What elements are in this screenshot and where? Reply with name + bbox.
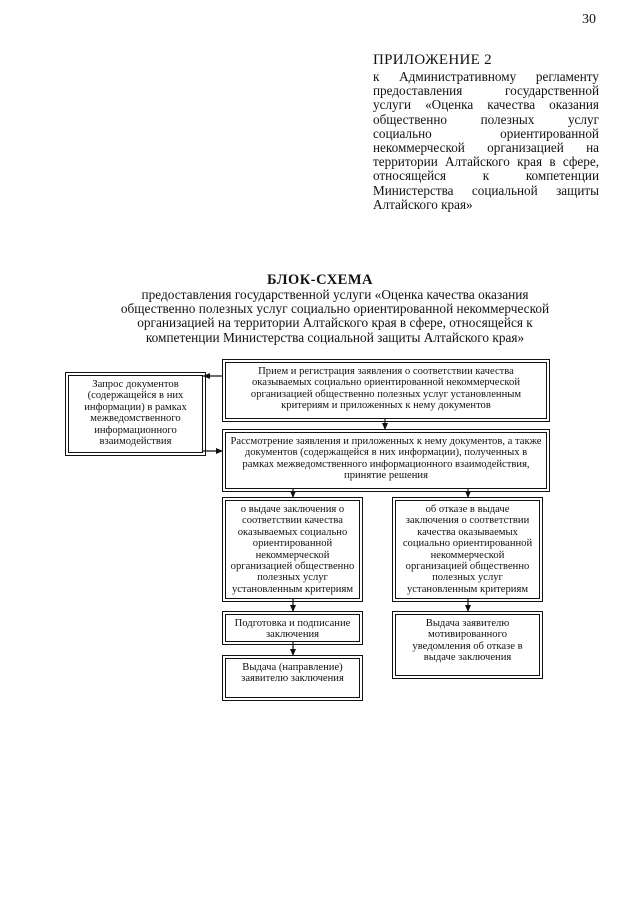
flowchart-subtitle: предоставления государственной услуги «Оценка качества оказания общественно полезных услуг социально ориентированной некоммерческой организацией на территории Алтайского края в сфере, относящейся к компетенции Министерства социальной защиты Алтайского края» [120,287,550,345]
box-deliver: Выдача (направление) заявителю заключения [225,658,360,698]
box-reception: Прием и регистрация заявления о соответствии качества оказываемых социально ориентированной некоммерческой организацией общественно полезных услуг установленным критериям и приложенных к нему документов [225,362,547,419]
box-prepare: Подготовка и подписание заключения [225,614,360,642]
box-refuse-decision: об отказе в выдаче заключения о соответствии качества оказываемых социально ориентированной некоммерческой организацией общественно полезных услуг установленным критериям [395,500,540,599]
flowchart-title: БЛОК-СХЕМА [266,272,374,288]
box-refusal-notice: Выдача заявителю мотивированного уведомления об отказе в выдаче заключения [395,614,540,676]
box-review: Рассмотрение заявления и приложенных к нему документов, а также документов (содержащейся в них информации), полученных в рамках межведомственного информационного взаимодействия, принятие решения [225,432,547,489]
appendix-text: к Административному регламенту предоставления государственной услуги «Оценка качества оказания общественно полезных услуг социально ориентированной некоммерческой организацией на территории Алтайского края в сфере, относящейся к компетенции Министерства социальной защиты Алтайского края» [373,69,599,212]
box-issue-decision: о выдаче заключения о соответствии качества оказываемых социально ориентированной некоммерческой организацией общественно полезных услуг установленным критериям [225,500,360,599]
page-number: 30 [582,12,596,27]
appendix-heading: ПРИЛОЖЕНИЕ 2 [373,52,492,68]
box-request: Запрос документов (содержащейся в них информации) в рамках межведомственного информационного взаимодействия [68,375,203,453]
